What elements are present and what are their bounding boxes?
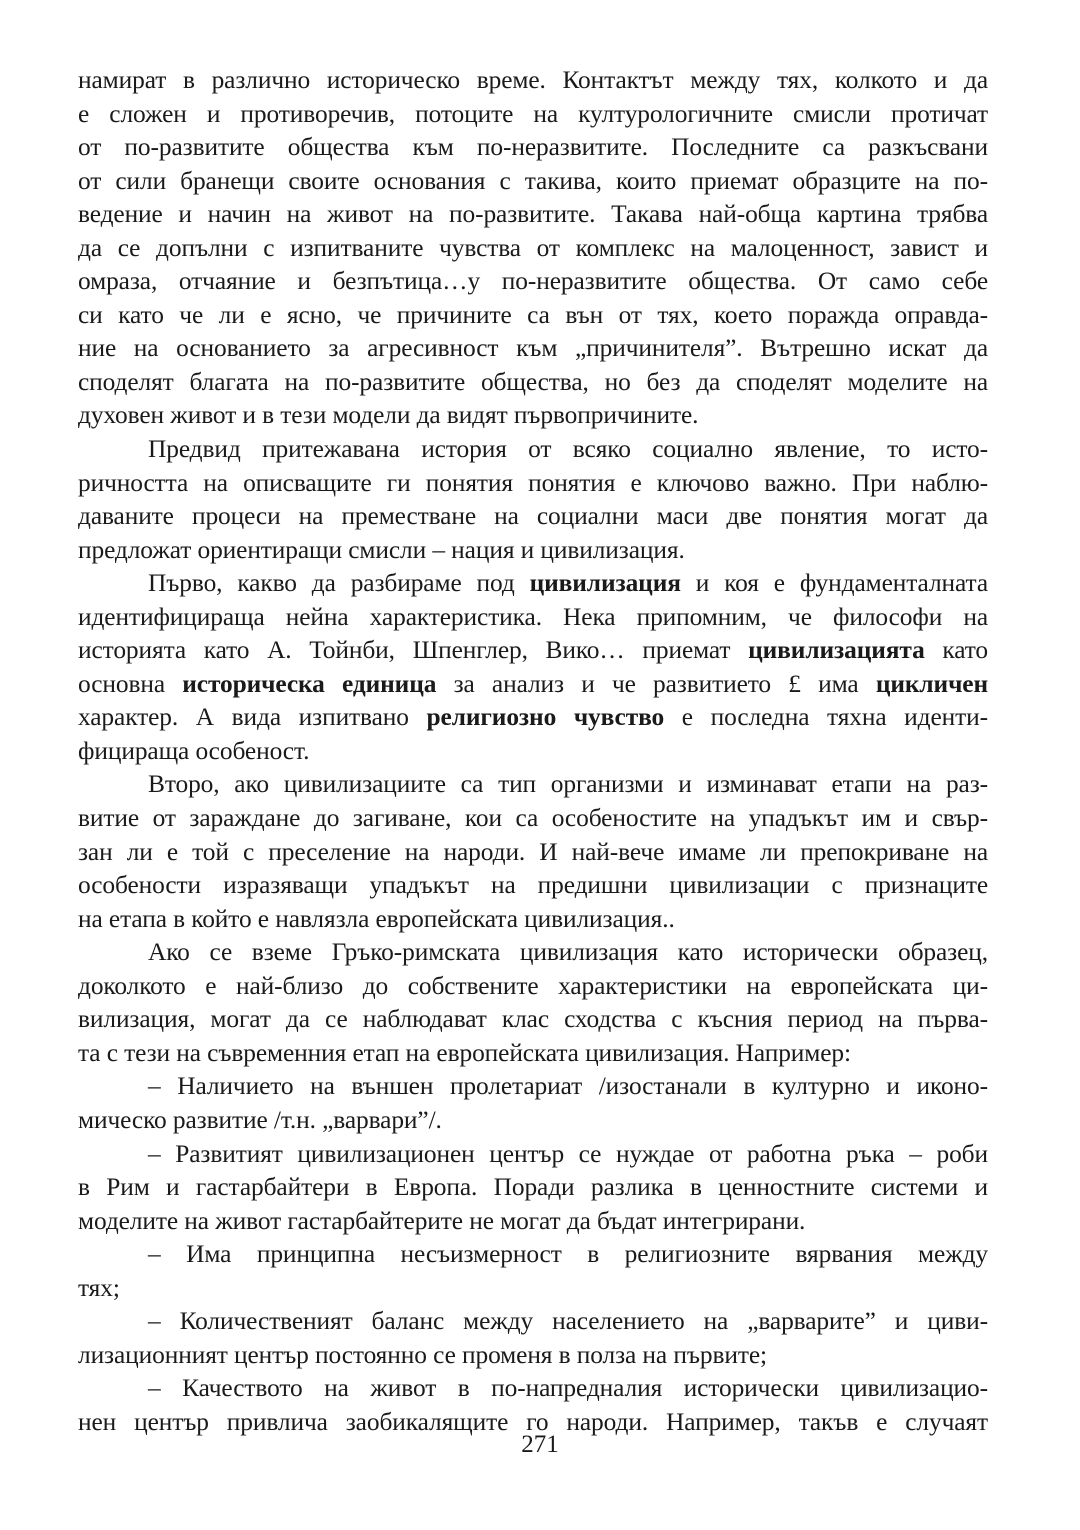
- text-line: Второ, ако цивилизациите са тип организми и изминават етапи на раз-: [148, 770, 988, 799]
- text-line: тях;: [78, 1273, 120, 1302]
- text-run: характер. А вида изпитвано: [78, 703, 427, 732]
- text-line: от по-развитите общества към по-неразвитите. Последните са разкъсвани: [78, 133, 988, 162]
- body-text: [78, 64, 988, 1439]
- text-line: мическо развитие /т.н. „варвари”/.: [78, 1105, 442, 1134]
- text-line: лизационният център постоянно се променя в полза на първите;: [78, 1340, 767, 1369]
- text-line: доколкото е най-близо до собствените характеристики на европейската ци-: [78, 971, 988, 1000]
- text-line: вилизация, могат да се наблюдават клас сходства с късния период на първа-: [78, 1005, 988, 1034]
- paragraph: [78, 433, 988, 567]
- text-line: духовен живот и в тези модели да видят първопричините.: [78, 401, 699, 430]
- text-line: особености изразяващи упадъкът на предишни цивилизации с признаците: [78, 871, 988, 900]
- text-line: предложат ориентиращи смисли – нация и цивилизация.: [78, 535, 685, 564]
- paragraph: [78, 64, 988, 433]
- bold-term: цивилизация: [529, 569, 681, 598]
- text-line: – Развитият цивилизационен център се нуждае от работна ръка – роби: [148, 1139, 988, 1168]
- paragraph: [78, 936, 988, 1070]
- paragraph: [78, 1138, 988, 1239]
- text-run: за анализ и че развитието £ има: [436, 669, 876, 698]
- bold-term: историческа единица: [182, 669, 437, 698]
- text-line: от сили бранещи своите основания с такива, които приемат образците на по-: [78, 166, 988, 195]
- text-run: като: [924, 636, 988, 665]
- text-line: витие от зараждане до загиване, кои са особеностите на упадъкът им и свър-: [78, 804, 988, 833]
- text-line: омраза, отчаяние и безпътица…у по-неразвитите общества. От само себе: [78, 267, 988, 296]
- text-line: – Количественият баланс между населението на „варварите” и циви-: [148, 1307, 988, 1336]
- bold-term: цикличен: [875, 669, 989, 698]
- text-line: е сложен и противоречив, потоците на културологичните смисли протичат: [78, 99, 988, 128]
- text-line: [78, 735, 988, 769]
- bold-term: религиозно чувство: [426, 703, 665, 732]
- text-line: [78, 601, 988, 635]
- bold-term: цивилизацията: [748, 636, 925, 665]
- text-line: Ако се вземе Гръко-римската цивилизация като исторически образец,: [148, 938, 988, 967]
- text-line: ричността на описващите ги понятия понятия е ключово важно. При наблю-: [78, 468, 988, 497]
- text-run: и коя е фундаменталната: [680, 569, 988, 598]
- text-run: историята като А. Тойнби, Шпенглер, Вико… приемат: [78, 636, 749, 665]
- text-line: нен център привлича заобикалящите го народи. Например, такъв е случаят: [78, 1407, 988, 1436]
- text-line: даваните процеси на преместване на социални маси две понятия могат да: [78, 502, 988, 531]
- text-line: [78, 668, 988, 702]
- text-line: зан ли е той с преселение на народи. И най-вече имаме ли препокриване на: [78, 837, 988, 866]
- paragraph: [78, 567, 988, 768]
- text-line: в Рим и гастарбайтери в Европа. Поради разлика в ценностните системи и: [78, 1173, 988, 1202]
- text-line: та с тези на съвременния етап на европейската цивилизация. Например:: [78, 1038, 851, 1067]
- text-line: [78, 701, 988, 735]
- text-line: – Качеството на живот в по-напредналия исторически цивилизацио-: [148, 1374, 988, 1403]
- text-line: [78, 567, 988, 601]
- text-line: споделят благата на по-развитите общества, но без да споделят моделите на: [78, 367, 988, 396]
- text-run: фицираща особеност.: [78, 736, 310, 765]
- paragraph: [78, 768, 988, 936]
- text-line: – Наличието на външен пролетариат /изостанали в културно и иконо-: [148, 1072, 988, 1101]
- paragraph: [78, 1305, 988, 1372]
- text-line: ние на основанието за агресивност към „причинителя”. Вътрешно искат да: [78, 334, 988, 363]
- text-line: на етапа в който е навлязла европейската цивилизация..: [78, 904, 675, 933]
- text-line: моделите на живот гастарбайтерите не могат да бъдат интегрирани.: [78, 1206, 806, 1235]
- paragraph: [78, 1238, 988, 1305]
- text-line: си като че ли е ясно, че причините са вън от тях, което поражда оправда-: [78, 300, 988, 329]
- page-number: 271: [521, 1431, 559, 1458]
- text-line: Предвид притежавана история от всяко социално явление, то исто-: [148, 435, 988, 464]
- text-run: идентифицираща нейна характеристика. Нека припомним, че философи на: [78, 602, 988, 631]
- text-line: – Има принципна несъизмерност в религиозните вярвания между: [148, 1240, 988, 1269]
- text-run: е последна тяхна иденти-: [664, 703, 988, 732]
- text-line: да се допълни с изпитваните чувства от комплекс на малоценност, завист и: [78, 233, 988, 262]
- text-run: Първо, какво да разбираме под: [148, 569, 530, 598]
- text-run: основна: [78, 669, 183, 698]
- text-line: [78, 634, 988, 668]
- paragraph: [78, 1070, 988, 1137]
- text-line: ведение и начин на живот на по-развитите. Такава най-обща картина трябва: [78, 200, 988, 229]
- text-line: намират в различно историческо време. Контактът между тях, колкото и да: [78, 66, 988, 94]
